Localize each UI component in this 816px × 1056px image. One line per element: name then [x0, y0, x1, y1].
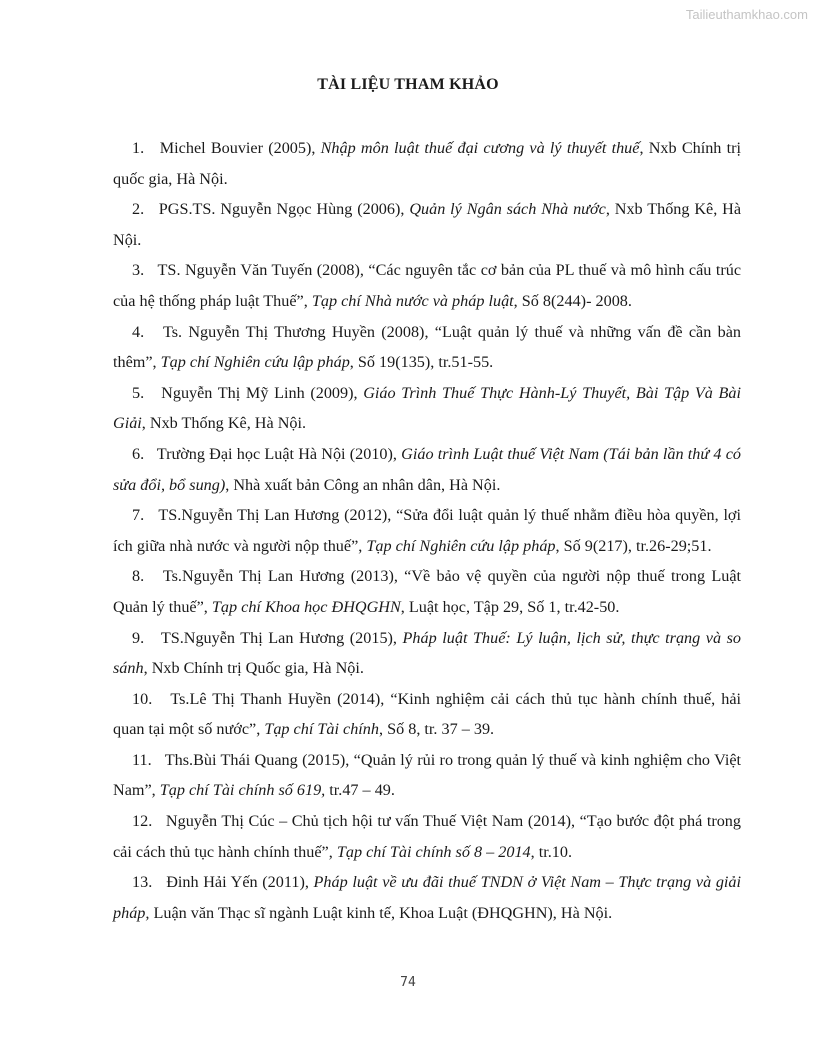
reference-text-end: , Số 9(217), tr.26-29;51.: [555, 536, 712, 555]
reference-text: TS.Nguyễn Thị Lan Hương (2012), “Sửa đổi luật quản lý thuế nhằm điều hòa quyền, lợi ích giữa nhà nước và người nộp thuế”,: [113, 506, 741, 555]
reference-title: Quản lý Ngân sách Nhà nước: [409, 200, 606, 219]
reference-text: TS. Nguyễn Văn Tuyến (2008), “Các nguyên tắc cơ bản của PL thuế và mô hình cấu trúc của hệ thống pháp luật Thuế”,: [113, 261, 742, 310]
reference-title: Tạp chí Khoa học ĐHQGHN: [211, 597, 401, 616]
reference-item: [113, 439, 741, 500]
reference-text-end: tr.47 – 49.: [325, 781, 395, 800]
reference-text: Nguyễn Thị Mỹ Linh (2009),: [161, 383, 364, 402]
reference-number: 1.: [132, 139, 145, 157]
reference-item: [113, 255, 741, 316]
reference-list: [113, 133, 741, 928]
reference-number: 13.: [132, 873, 153, 892]
reference-number: 2.: [132, 200, 145, 219]
reference-item: [113, 745, 741, 806]
reference-title: Nhập môn luật thuế đại cương và lý thuyết thuế: [320, 139, 640, 157]
reference-text: Đinh Hải Yến (2011),: [166, 873, 314, 892]
reference-number: 12.: [132, 812, 153, 831]
reference-text-end: , Số 19(135), tr.51-55.: [349, 353, 494, 372]
reference-item: [113, 378, 741, 439]
reference-text-end: , Nxb Thống Kê, Hà Nội.: [113, 200, 742, 249]
reference-item: [113, 623, 741, 684]
reference-text: Ts. Nguyễn Thị Thương Huyền (2008), “Luật quản lý thuế và những vấn đề cần bàn thêm”,: [113, 322, 741, 372]
reference-item: [113, 317, 741, 378]
reference-number: 11.: [132, 750, 152, 769]
page-title: TÀI LIỆU THAM KHẢO: [317, 76, 499, 93]
reference-title: Pháp luật Thuế: Lý luận, lịch sử, thực trạng và so sánh: [113, 628, 742, 678]
reference-title: Pháp luật về ưu đãi thuế TNDN ở Việt Nam – Thực trạng và giải pháp,: [113, 873, 742, 922]
reference-item: [113, 806, 741, 867]
reference-item: [113, 867, 741, 928]
reference-number: 8.: [132, 567, 145, 586]
reference-number: 9.: [132, 628, 145, 647]
reference-item: [113, 500, 741, 561]
reference-item: [113, 684, 741, 745]
reference-text-end: , Số 8, tr. 37 – 39.: [378, 720, 495, 739]
reference-text: Trường Đại học Luật Hà Nội (2010),: [156, 444, 402, 463]
reference-text-end: , tr.10.: [530, 842, 573, 861]
reference-title: Tạp chí Nghiên cứu lập pháp: [366, 536, 556, 555]
reference-text-end: , Nxb Chính trị Quốc gia, Hà Nội.: [143, 659, 364, 678]
watermark: Tailieuthamkhao.com: [685, 7, 808, 22]
page-number: 74: [400, 975, 416, 990]
reference-text-end: , Luật học, Tập 29, Số 1, tr.42-50.: [400, 597, 620, 616]
reference-text-end: , Số 8(244)- 2008.: [513, 291, 632, 310]
reference-number: 6.: [132, 444, 145, 463]
reference-title: Giáo Trình Thuế Thực Hành-Lý Thuyết, Bài Tập Và Bài Giải: [113, 383, 741, 433]
reference-text: Ts.Nguyễn Thị Lan Hương (2013), “Về bảo vệ quyền của người nộp thuế trong Luật Quản lý thuế”,: [113, 567, 742, 616]
reference-title: Tạp chí Nghiên cứu lập pháp: [160, 353, 350, 372]
reference-text: Nguyễn Thị Cúc – Chủ tịch hội tư vấn Thuế Việt Nam (2014), “Tạo bước đột phá trong cải cách thủ tục hành chính thuế”,: [113, 812, 741, 861]
reference-title: Giáo trình Luật thuế Việt Nam (Tái bản lần thứ 4 có sửa đổi, bổ sung): [113, 444, 742, 494]
reference-text: Michel Bouvier (2005),: [159, 139, 321, 157]
reference-item: [113, 561, 741, 622]
reference-text-end: Luận văn Thạc sĩ ngành Luật kinh tế, Khoa Luật (ĐHQGHN), Hà Nội.: [149, 903, 613, 922]
reference-item: [113, 133, 741, 194]
reference-text: Ts.Lê Thị Thanh Huyền (2014), “Kinh nghiệm cải cách thủ tục hành chính thuế, hải quan tại một số nước”,: [113, 689, 742, 739]
reference-text-end: , Nxb Chính trị quốc gia, Hà Nội.: [113, 139, 741, 188]
reference-item: [113, 194, 741, 255]
reference-number: 4.: [132, 322, 145, 341]
reference-text-end: , Nhà xuất bản Công an nhân dân, Hà Nội.: [225, 475, 501, 494]
reference-title: Tạp chí Tài chính số 619,: [159, 781, 326, 800]
reference-number: 7.: [132, 506, 145, 525]
reference-title: Tạp chí Tài chính số 8 – 2014: [336, 842, 531, 861]
reference-text: PGS.TS. Nguyễn Ngọc Hùng (2006),: [158, 200, 410, 219]
reference-title: Tạp chí Nhà nước và pháp luật: [311, 291, 514, 310]
reference-text: Ths.Bùi Thái Quang (2015), “Quản lý rủi ro trong quản lý thuế và kinh nghiệm cho Việt Nam”,: [113, 750, 741, 800]
reference-number: 10.: [132, 689, 153, 708]
reference-title: Tạp chí Tài chính: [264, 720, 379, 739]
reference-number: 3.: [132, 261, 145, 280]
reference-text-end: , Nxb Thống Kê, Hà Nội.: [141, 414, 307, 433]
reference-number: 5.: [132, 383, 145, 402]
reference-text: TS.Nguyễn Thị Lan Hương (2015),: [160, 628, 403, 647]
